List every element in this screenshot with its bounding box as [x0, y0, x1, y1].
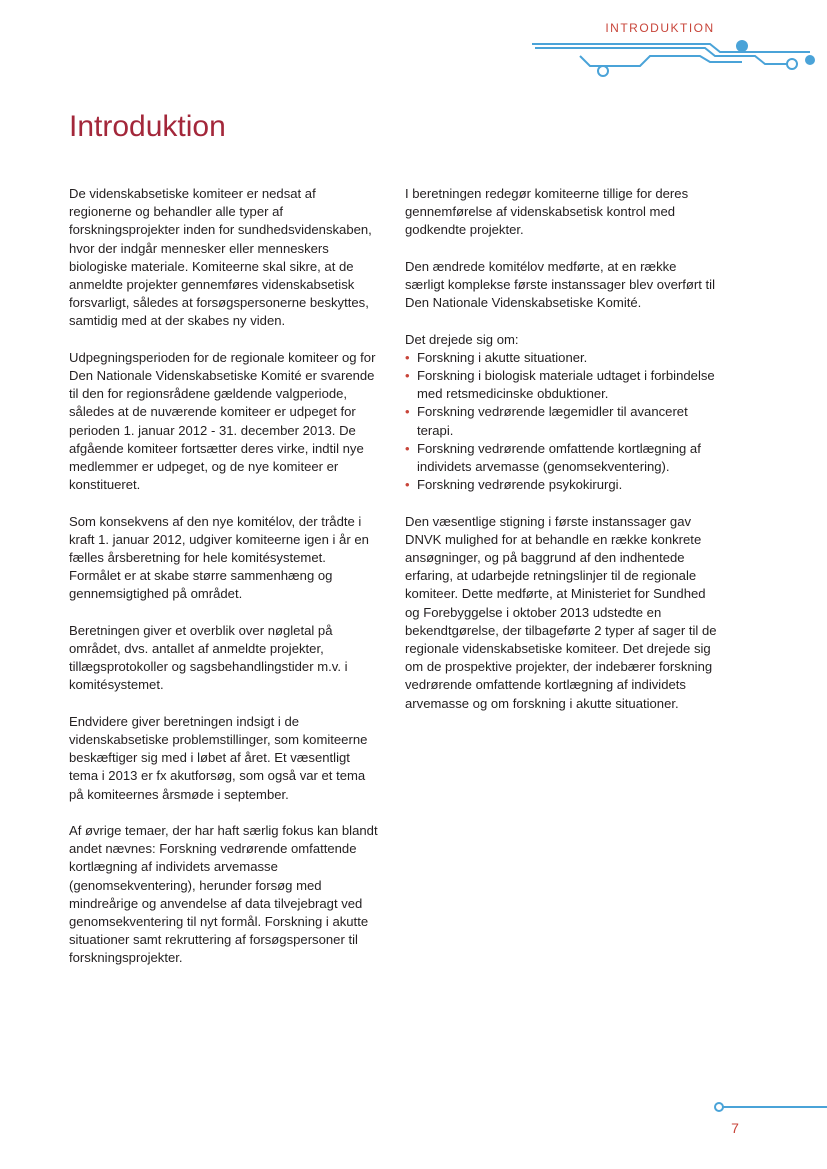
- bullet-icon: •: [405, 440, 410, 456]
- body-paragraph: Beretningen giver et overblik over nøgletal på området, dvs. antallet af anmeldte projekter, tillægsprotokoller og sagsbehandlingstider m.v. i komitésystemet.: [69, 622, 348, 693]
- circuit-decoration-top: [520, 32, 827, 82]
- body-paragraph: I beretningen redegør komiteerne tillige for deres gennemførelse af videnskabsetisk kontrol med godkendte projekter.: [405, 186, 689, 238]
- right-column: [405, 185, 717, 731]
- body-paragraph: Den ændrede komitélov medførte, at en række særligt komplekse første instanssager blev overført til Den Nationale Videnskabsetiske Komité.: [405, 258, 715, 311]
- list-item-text: Forskning i akutte situationer.: [417, 349, 588, 365]
- list-item-text: Forskning vedrørende omfattende kortlægning af individets arvemasse (genomsekventering).: [417, 440, 701, 475]
- bullet-icon: •: [405, 477, 410, 493]
- body-paragraph: Udpegningsperioden for de regionale komiteer og for Den Nationale Videnskabsetiske Komité er svarende til den for regionsrådene gældende valgperiode, således at de nuværende komiteer er udpeget for perioden 1. januar 2012 - 31. december 2013. De afgående komiteer fortsætter deres virke, indtil nye medlemmer er udpeget, og de nye komiteer er konstitueret.: [69, 349, 376, 493]
- list-item: [405, 476, 717, 494]
- body-paragraph: Den væsentlige stigning i første instanssager gav DNVK mulighed for at behandle en række konkrete ansøgninger, og på baggrund af den indhentede erfaring, at udarbejde retningslinjer til de regionale komiteer. Dette medførte, at Ministeriet for Sundhed og Forebyggelse i oktober 2013 udstedte en bekendtgørelse, der tilbageførte 2 typer af sager til de regionale videnskabsetiske komiteer. Det drejede sig om de prospektive projekter, der indebærer forskning vedrørende omfattende kortlægning af individets arvemasse og om forskning i akutte situationer.: [405, 513, 717, 711]
- list-item-text: Forskning vedrørende lægemidler til avanceret terapi.: [417, 404, 688, 438]
- bullet-icon: •: [405, 368, 410, 383]
- list-item: [405, 349, 717, 367]
- bullet-list: [405, 349, 717, 495]
- list-item-text: Forskning i biologisk materiale udtaget i forbindelse med retsmedicinske obduktioner.: [417, 368, 715, 402]
- list-item: [405, 367, 717, 403]
- page-number: 7: [731, 1120, 739, 1136]
- list-intro: Det drejede sig om:: [405, 331, 519, 347]
- section-label: INTRODUKTION: [605, 21, 715, 35]
- body-paragraph: De videnskabsetiske komiteer er nedsat af regionerne og behandler alle typer af forskningsprojekter inden for sundhedsvidenskaben, hvor der indgår mennesker eller menneskers biologiske materiale. Komiteerne skal sikre, at de anmeldte projekter gennemføres videnskabsetisk forsvarligt, således at forsøgspersonerne beskyttes, samtidig med at der skabes ny viden.: [69, 186, 372, 329]
- left-column: [69, 185, 381, 986]
- list-item: [405, 403, 717, 439]
- circuit-decoration-bottom: [712, 1100, 827, 1114]
- bullet-icon: •: [405, 404, 410, 420]
- body-paragraph: Som konsekvens af den nye komitélov, der trådte i kraft 1. januar 2012, udgiver komiteerne igen i år en fælles årsberetning for hele komitésystemet. Formålet er at skabe større sammenhæng og gennemsigtighed på området.: [69, 513, 369, 602]
- list-item: [405, 440, 717, 476]
- body-paragraph: Endvidere giver beretningen indsigt i de videnskabsetiske problemstillinger, som komiteerne beskæftiger sig med i løbet af året. Et væsentligt tema i 2013 er fx akutforsøg, som også var et tema på komiteernes årsmøde i september.: [69, 713, 368, 802]
- page-title: Introduktion: [69, 110, 226, 143]
- bullet-icon: •: [405, 349, 410, 365]
- list-item-text: Forskning vedrørende psykokirurgi.: [417, 477, 623, 493]
- body-paragraph: Af øvrige temaer, der har haft særlig fokus kan blandt andet nævnes: Forskning vedrørende omfattende kortlægning af individets arvemasse (genomsekventering), herunder forsøg med mindreårige og anvendelse af data tilvejebragt ved genomsekventering til nyt formål. Forskning i akutte situationer samt rekruttering af forsøgspersoner til forskningsprojekter.: [69, 823, 378, 966]
